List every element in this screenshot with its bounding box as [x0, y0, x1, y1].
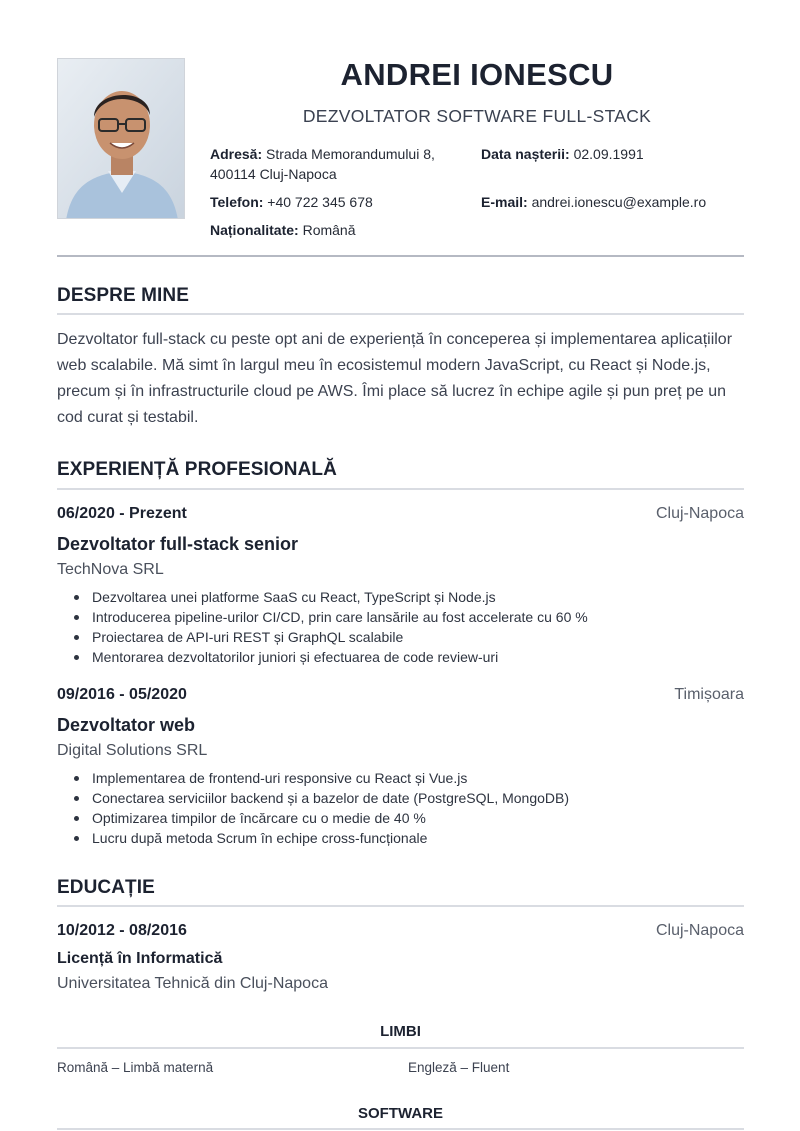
job-bullet: Optimizarea timpilor de încărcare cu o medie de 40 % [92, 808, 742, 828]
about-text: Dezvoltator full-stack cu peste opt ani de experiență în conceperea și implementarea aplicațiilor web scalabile. Mă simt în largul meu în ecosistemul modern JavaScript, cu React și Node.js, precum și în infrastructurile cloud pe AWS. Îmi place să lucrez în echipe agile și pun preț pe un cod curat și testabil. [57, 331, 733, 426]
job-bullets [92, 587, 742, 667]
phone-value: +40 722 345 678 [267, 194, 373, 210]
job-period: 09/2016 - 05/2020 [57, 686, 187, 703]
job-bullet: Introducerea pipeline-urilor CI/CD, prin care lansările au fost accelerate cu 60 % [92, 607, 742, 627]
job-bullet: Implementarea de frontend-uri responsive cu React și Vue.js [92, 768, 742, 788]
job-role: Dezvoltator web [57, 715, 196, 735]
about-section-title: DESPRE MINE [57, 285, 190, 306]
language-item: Engleză – Fluent [408, 1060, 510, 1075]
birth-label: Data nașterii: [481, 146, 570, 162]
job-bullet: Conectarea serviciilor backend și a bazelor de date (PostgreSQL, MongoDB) [92, 788, 742, 808]
job-company: Digital Solutions SRL [57, 742, 208, 759]
job-bullet: Mentorarea dezvoltatorilor juniori și efectuarea de code review-uri [92, 647, 742, 667]
languages-section-title: LIMBI [380, 1023, 421, 1040]
phone-info [210, 192, 470, 212]
job-location: Timișoara [674, 686, 744, 703]
job-bullet: Dezvoltarea unei platforme SaaS cu React, TypeScript și Node.js [92, 587, 742, 607]
email-info [481, 192, 744, 212]
address-info [210, 144, 470, 184]
job-location: Cluj-Napoca [655, 505, 744, 522]
about-section-divider [57, 313, 744, 315]
nationality-label: Naționalitate: [210, 222, 299, 238]
address-label: Adresă: [210, 146, 263, 162]
birth-value: 02.09.1991 [573, 146, 644, 162]
header-divider [57, 255, 744, 257]
phone-label: Telefon: [210, 194, 264, 210]
profile-photo [57, 58, 185, 219]
job-role: Dezvoltator full-stack senior [57, 534, 299, 554]
email-value[interactable]: andrei.ionescu@example.ro [531, 194, 707, 210]
language-item: Română – Limbă maternă [57, 1060, 214, 1075]
nationality-value: Română [302, 222, 356, 238]
email-label: E-mail: [481, 194, 528, 210]
nationality-info [210, 220, 470, 240]
education-section-divider [57, 905, 744, 907]
portrait-image [58, 59, 185, 219]
software-section-title: SOFTWARE [358, 1105, 443, 1122]
birth-info [481, 144, 741, 164]
experience-section-title: EXPERIENȚĂ PROFESIONALĂ [57, 459, 337, 480]
full-name: ANDREI IONESCU [340, 57, 614, 92]
education-degree: Licență în Informatică [57, 950, 223, 967]
address-line1: Strada Memorandumului 8, [266, 146, 435, 162]
job-company: TechNova SRL [57, 561, 164, 578]
job-bullets [92, 768, 742, 848]
languages-section-divider [57, 1047, 744, 1049]
job-title: DEZVOLTATOR SOFTWARE FULL-STACK [302, 106, 652, 126]
education-location: Cluj-Napoca [655, 922, 744, 939]
job-bullet: Lucru după metoda Scrum în echipe cross-funcționale [92, 828, 742, 848]
software-section-divider [57, 1128, 744, 1130]
experience-section-divider [57, 488, 744, 490]
education-section-title: EDUCAȚIE [57, 877, 155, 898]
job-bullet: Proiectarea de API-uri REST și GraphQL scalabile [92, 627, 742, 647]
job-period: 06/2020 - Prezent [57, 505, 187, 522]
address-line2: 400114 Cluj-Napoca [210, 166, 337, 182]
education-period: 10/2012 - 08/2016 [57, 922, 187, 939]
education-school: Universitatea Tehnică din Cluj-Napoca [57, 975, 328, 992]
